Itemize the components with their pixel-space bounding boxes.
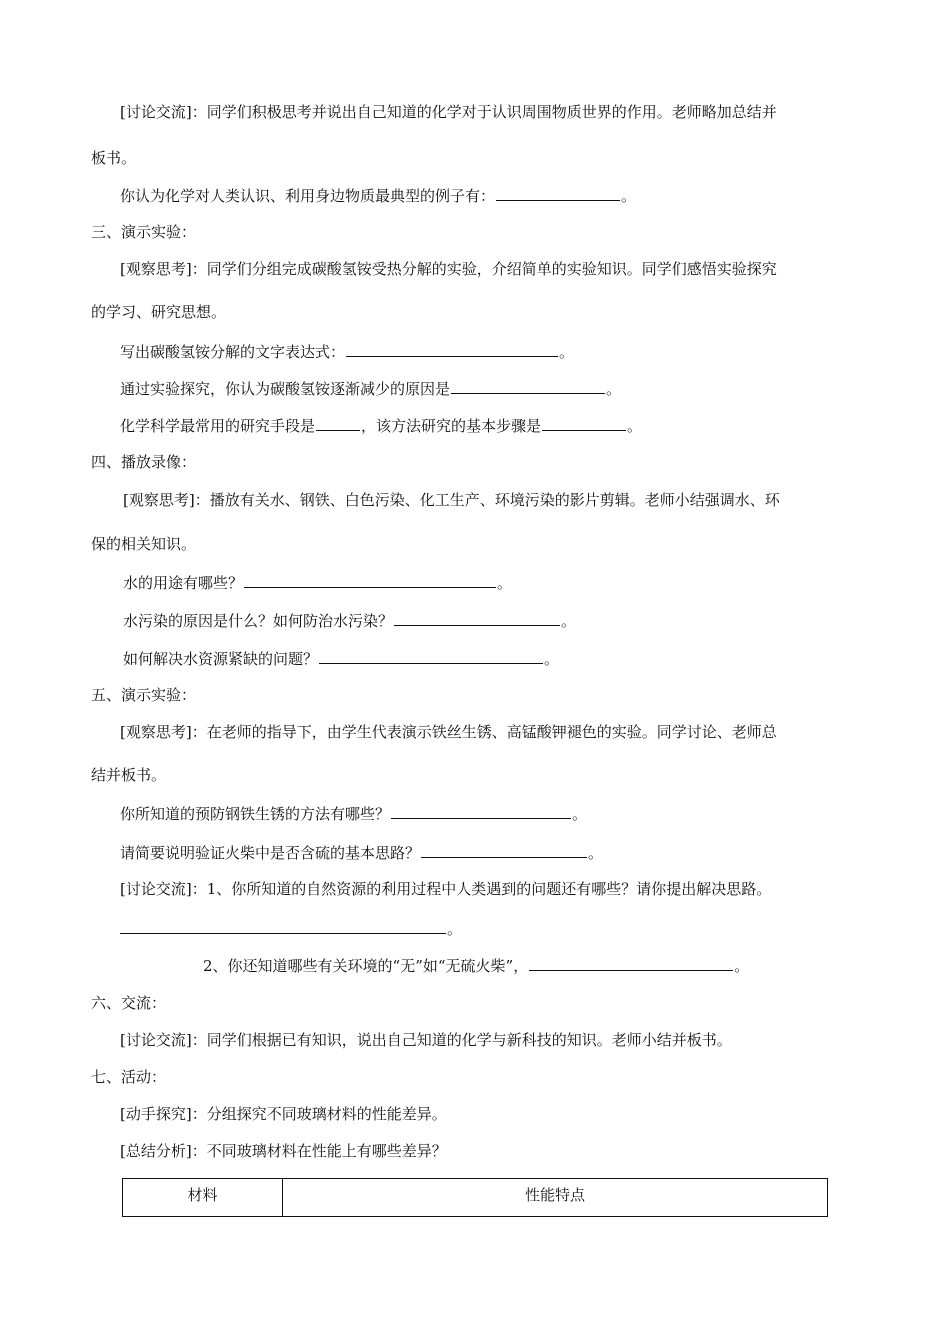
section-heading: 六、交流： <box>91 994 167 1012</box>
answer-blank[interactable] <box>542 415 626 431</box>
section-heading: 五、演示实验： <box>91 686 197 704</box>
question-line <box>120 378 621 399</box>
question-text: 通过实验探究，你认为碳酸氢铵逐渐减少的原因是 <box>120 380 451 398</box>
answer-blank[interactable] <box>316 415 360 431</box>
question-text: 你所知道的预防钢铁生锈的方法有哪些？ <box>120 805 391 823</box>
period: 。 <box>588 844 604 862</box>
answer-blank[interactable] <box>451 378 605 394</box>
answer-blank[interactable] <box>529 955 733 971</box>
period: 。 <box>559 343 575 361</box>
answer-blank[interactable] <box>496 185 620 201</box>
question-line <box>120 185 636 206</box>
discuss-line-cont: 板书。 <box>91 149 137 167</box>
discuss-line: [讨论交流]：同学们根据已有知识，说出自己知道的化学与新科技的知识。老师小结并板书。 <box>120 1031 732 1049</box>
question-text: 化学科学最常用的研究手段是 <box>120 417 316 435</box>
answer-line <box>120 918 462 939</box>
observe-line: [观察思考]：播放有关水、钢铁、白色污染、化工生产、环境污染的影片剪辑。老师小结强调水、环 <box>123 491 780 509</box>
period: 。 <box>621 187 637 205</box>
period: 。 <box>627 417 643 435</box>
materials-table <box>122 1178 828 1217</box>
discuss-line: [讨论交流]：同学们积极思考并说出自己知道的化学对于认识周围物质世界的作用。老师略加总结并 <box>120 103 777 121</box>
observe-line-cont: 保的相关知识。 <box>91 535 197 553</box>
answer-blank[interactable] <box>394 610 560 626</box>
question-line <box>120 842 603 863</box>
question-text: 你认为化学对人类认识、利用身边物质最典型的例子有： <box>120 187 496 205</box>
question-line <box>120 803 587 824</box>
question-text: 水的用途有哪些？ <box>123 574 244 592</box>
question-text: 2、你还知道哪些有关环境的“无”如“无硫火柴”， <box>203 957 529 975</box>
observe-line-cont: 结并板书。 <box>91 766 167 784</box>
observe-line: [观察思考]：在老师的指导下，由学生代表演示铁丝生锈、高锰酸钾褪色的实验。同学讨论、老师总 <box>120 723 777 741</box>
discuss-line: [讨论交流]：1、你所知道的自然资源的利用过程中人类遇到的问题还有哪些？请你提出解决思路。 <box>120 880 772 898</box>
answer-blank[interactable] <box>120 918 446 934</box>
question-line <box>120 341 574 362</box>
table-header-material: 材料 <box>123 1179 283 1217</box>
question-line <box>123 610 576 631</box>
observe-line-cont: 的学习、研究思想。 <box>91 303 227 321</box>
period: 。 <box>497 574 513 592</box>
answer-blank[interactable] <box>244 572 496 588</box>
answer-blank[interactable] <box>319 648 543 664</box>
period: 。 <box>561 612 577 630</box>
question-text: 写出碳酸氢铵分解的文字表达式： <box>120 343 346 361</box>
discuss-line <box>203 955 749 976</box>
question-line <box>120 415 642 436</box>
question-line <box>123 572 512 593</box>
explore-line: [动手探究]：分组探究不同玻璃材料的性能差异。 <box>120 1105 447 1123</box>
period: 。 <box>447 920 463 938</box>
answer-blank[interactable] <box>421 842 587 858</box>
question-text: 水污染的原因是什么？如何防治水污染？ <box>123 612 394 630</box>
summary-line: [总结分析]：不同玻璃材料在性能上有哪些差异？ <box>120 1142 447 1160</box>
period: 。 <box>606 380 622 398</box>
question-text: 如何解决水资源紧缺的问题？ <box>123 650 319 668</box>
answer-blank[interactable] <box>391 803 571 819</box>
period: 。 <box>572 805 588 823</box>
table-header-properties: 性能特点 <box>283 1179 828 1217</box>
observe-line: [观察思考]：同学们分组完成碳酸氢铵受热分解的实验，介绍简单的实验知识。同学们感悟实验探究 <box>120 260 777 278</box>
table-header-row <box>123 1179 828 1217</box>
section-heading: 四、播放录像： <box>91 453 197 471</box>
question-line <box>123 648 559 669</box>
question-text: 请简要说明验证火柴中是否含硫的基本思路？ <box>120 844 421 862</box>
section-heading: 三、演示实验： <box>91 223 197 241</box>
answer-blank[interactable] <box>346 341 558 357</box>
question-text: ，该方法研究的基本步骤是 <box>361 417 542 435</box>
period: 。 <box>544 650 560 668</box>
section-heading: 七、活动： <box>91 1068 167 1086</box>
period: 。 <box>734 957 750 975</box>
